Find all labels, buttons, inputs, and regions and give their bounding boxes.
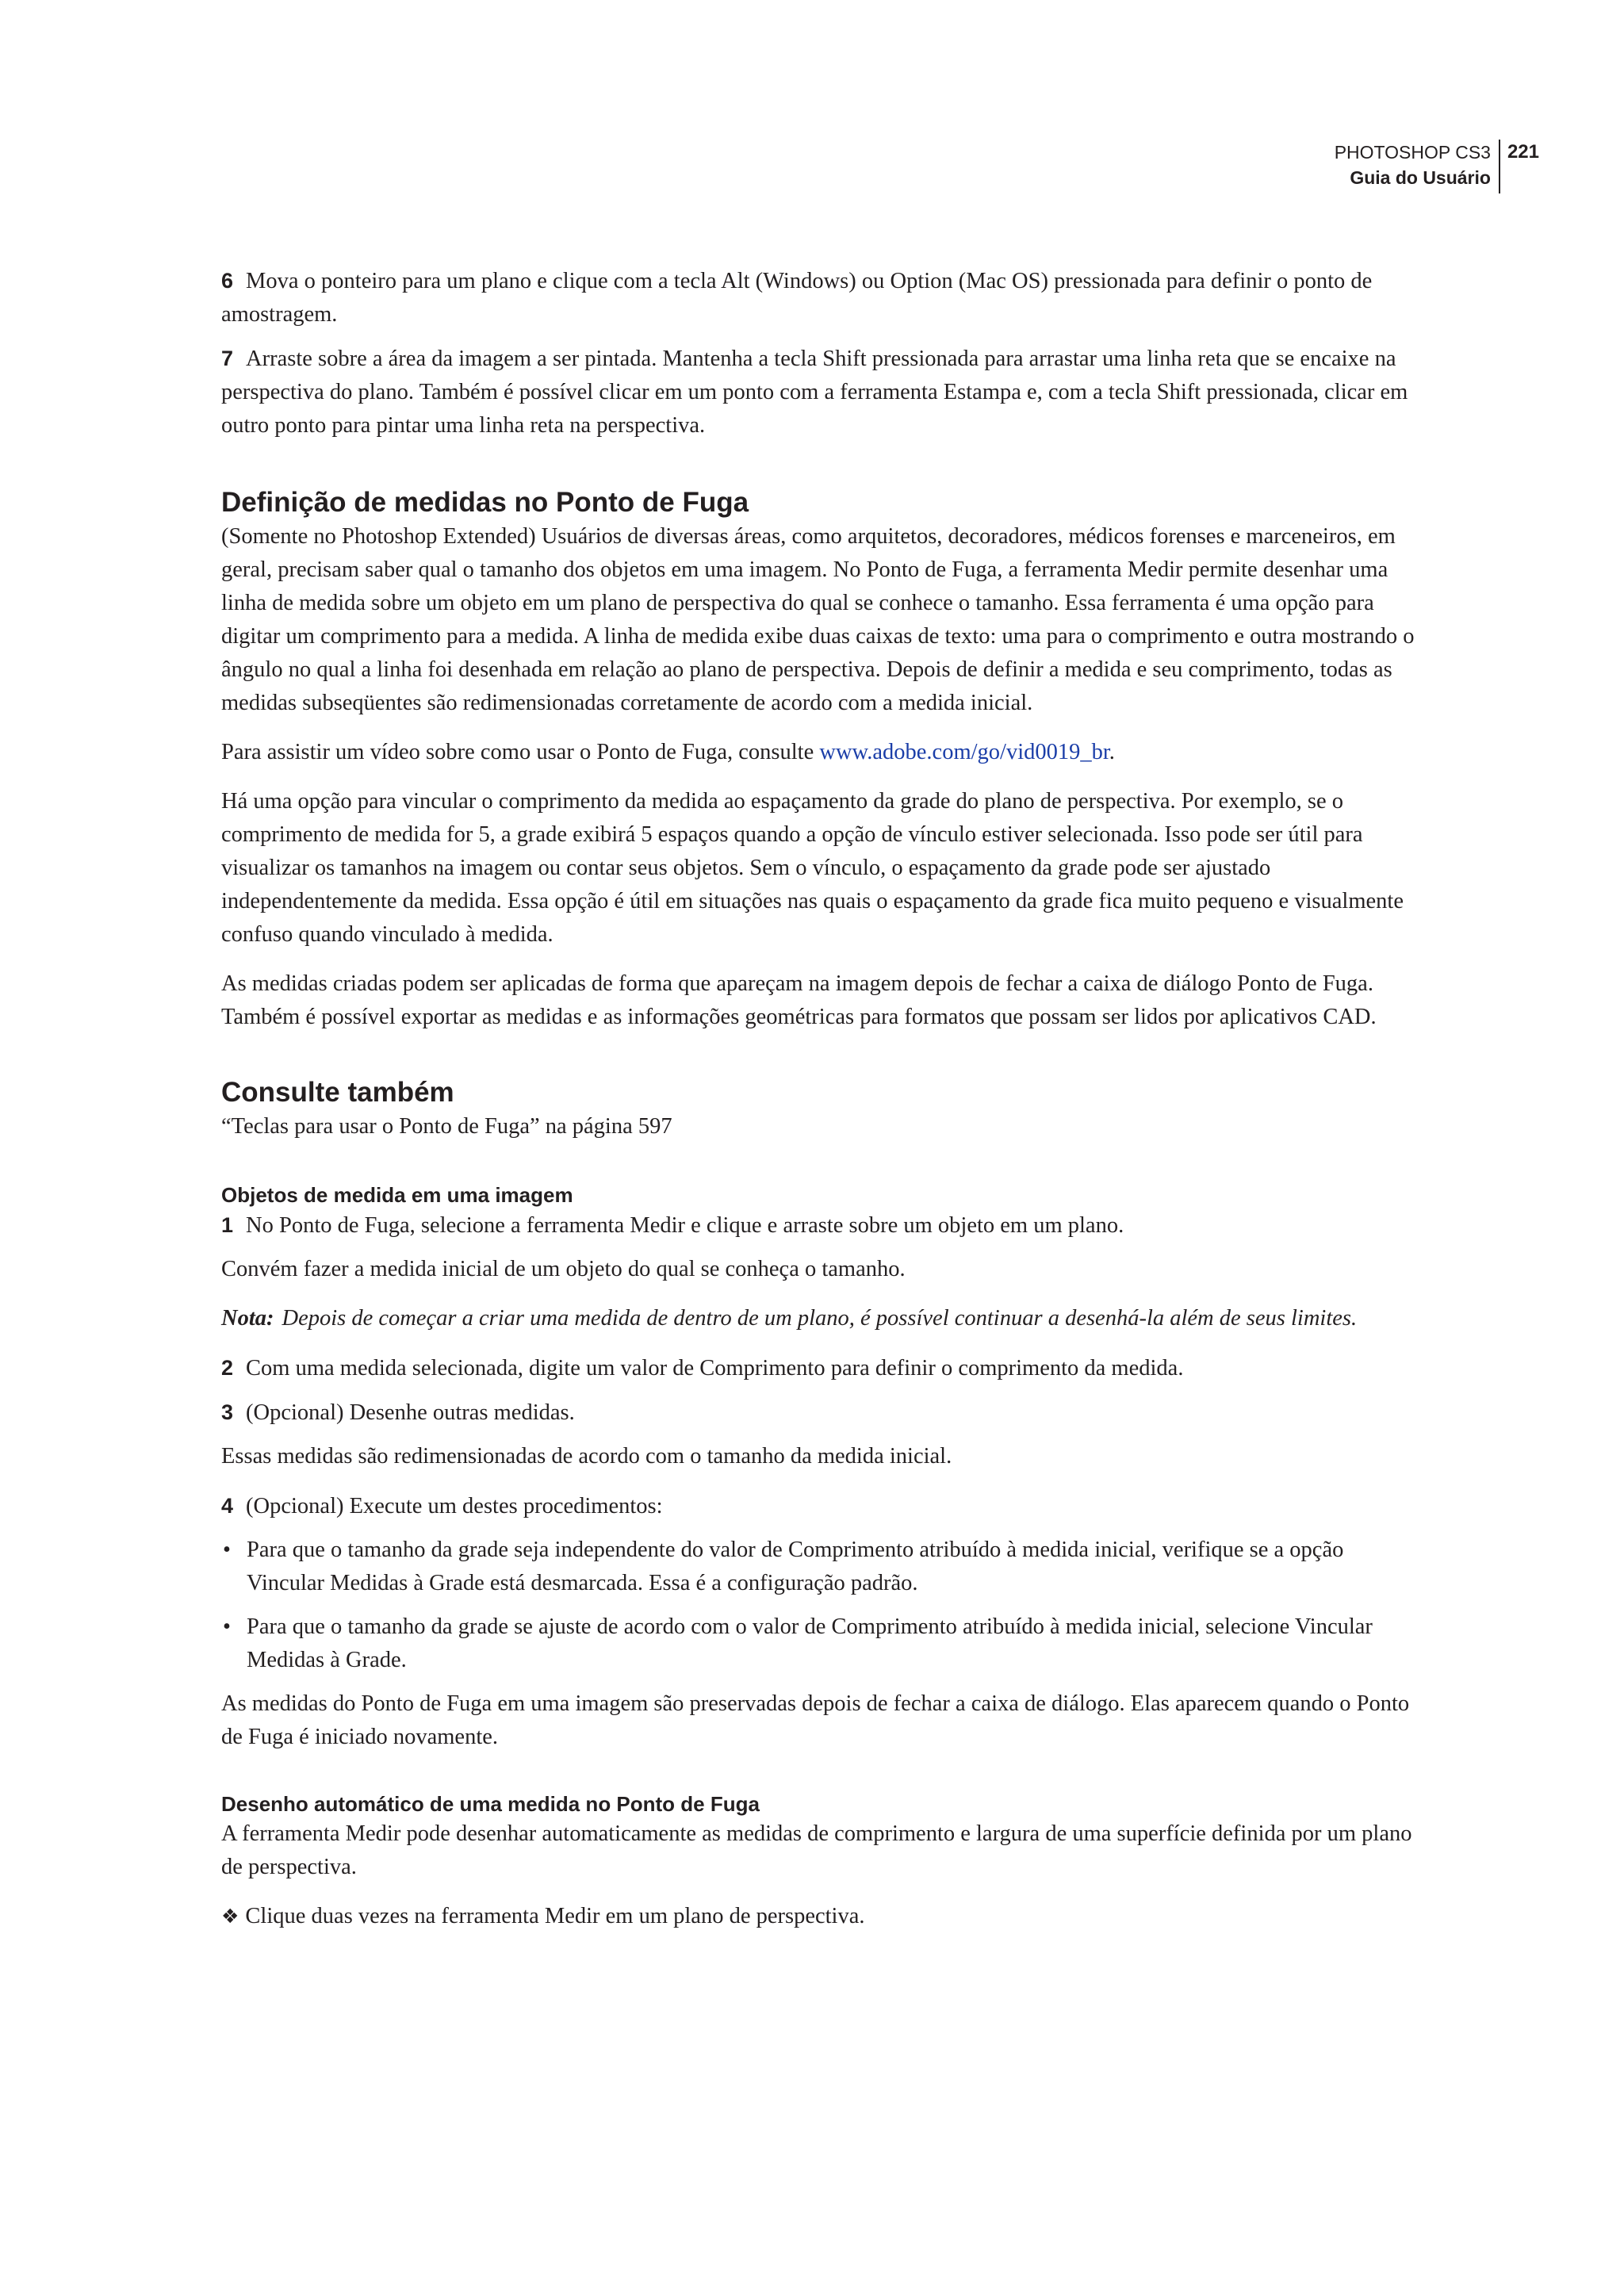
step-text: Com uma medida selecionada, digite um valor de Comprimento para definir o comprimento da medida. — [246, 1356, 1184, 1381]
step-6 — [221, 264, 1419, 331]
step-number: 3 — [221, 1400, 234, 1424]
subsection-title-auto-measure: Desenho automático de uma medida no Ponto de Fuga — [221, 1792, 760, 1816]
section-title-measurements: Definição de medidas no Ponto de Fuga — [221, 487, 749, 518]
export-paragraph: As medidas criadas podem ser aplicadas de forma que apareçam na imagem depois de fechar a caixa de diálogo Ponto de Fuga. Também é possível exportar as medidas e as informações geométricas para formatos que possam ser lidos por aplicativos CAD. — [221, 971, 1377, 1029]
step-number: 6 — [221, 269, 234, 293]
note-label: Nota: — [221, 1306, 274, 1331]
header-title-block — [1335, 140, 1500, 193]
step-number: 4 — [221, 1494, 234, 1518]
page-content — [221, 264, 1419, 1944]
header-product: PHOTOSHOP CS3 — [1334, 142, 1491, 163]
see-also-link[interactable]: “Teclas para usar o Ponto de Fuga” na página 597 — [221, 1114, 672, 1139]
auto-measure-paragraph: A ferramenta Medir pode desenhar automaticamente as medidas de comprimento e largura de uma superfície definida por um plano de perspectiva. — [221, 1821, 1412, 1879]
page-number: 221 — [1507, 141, 1539, 163]
preserved-paragraph: As medidas do Ponto de Fuga em uma imagem são preservadas depois de fechar a caixa de diálogo. Elas aparecem quando o Ponto de Fuga é iniciado novamente. — [221, 1691, 1410, 1749]
step-number: 2 — [221, 1356, 234, 1380]
bullet-item — [221, 1534, 1419, 1600]
resize-paragraph: Essas medidas são redimensionadas de acordo com o tamanho da medida inicial. — [221, 1444, 952, 1469]
note — [221, 1302, 1419, 1335]
bullet-icon: • — [223, 1538, 231, 1562]
step-3 — [221, 1396, 1419, 1430]
note-text: Depois de começar a criar uma medida de dentro de um plano, é possível continuar a desenhá-la além de seus limites. — [282, 1306, 1358, 1331]
step-7 — [221, 342, 1419, 442]
step-number: 7 — [221, 347, 234, 370]
step-number: 1 — [221, 1213, 234, 1237]
bullet-text: Para que o tamanho da grade se ajuste de acordo com o valor de Comprimento atribuído à medida inicial, selecione Vincular Medidas à Grade. — [247, 1614, 1373, 1672]
grid-link-paragraph: Há uma opção para vincular o comprimento da medida ao espaçamento da grade do plano de perspectiva. Por exemplo, se o comprimento de medida for 5, a grade exibirá 5 espaços quando a opção de vínculo estiver selecionada. Isso pode ser útil para visualizar os tamanhos na imagem ou contar seus objetos. Sem o vínculo, o espaçamento da grade pode ser ajustado independentemente da medida. Essa opção é útil em situações nas quais o espaçamento da grade fica muito pequeno e visualmente confuso quando vinculado à medida. — [221, 789, 1404, 947]
diamond-bullet-icon: ❖ — [221, 1905, 239, 1928]
video-paragraph — [221, 736, 1419, 769]
video-link[interactable]: www.adobe.com/go/vid0019_br — [819, 740, 1109, 764]
video-suffix: . — [1109, 740, 1115, 764]
step-text: No Ponto de Fuga, selecione a ferramenta Medir e clique e arraste sobre um objeto em um plano. — [246, 1213, 1124, 1238]
bullet-item — [221, 1610, 1419, 1677]
page-header — [1335, 140, 1539, 193]
step-2 — [221, 1351, 1419, 1385]
step-text: Mova o ponteiro para um plano e clique com a tecla Alt (Windows) ou Option (Mac OS) pressionada para definir o ponto de amostragem. — [221, 269, 1373, 327]
tip-paragraph: Convém fazer a medida inicial de um objeto do qual se conheça o tamanho. — [221, 1257, 906, 1281]
see-also-title: Consulte também — [221, 1077, 454, 1108]
step-text: Arraste sobre a área da imagem a ser pintada. Mantenha a tecla Shift pressionada para arrastar uma linha reta que se encaixe na perspectiva do plano. Também é possível clicar em um ponto com a ferramenta Estampa e, com a tecla Shift pressionada, clicar em outro ponto para pintar uma linha reta na perspectiva. — [221, 347, 1408, 438]
header-guide: Guia do Usuário — [1350, 167, 1491, 188]
bullet-text: Para que o tamanho da grade seja independente do valor de Comprimento atribuído à medida inicial, verifique se a opção Vincular Medidas à Grade está desmarcada. Essa é a configuração padrão. — [247, 1538, 1344, 1595]
section-intro: (Somente no Photoshop Extended) Usuários de diversas áreas, como arquitetos, decoradores, médicos forenses e marceneiros, em geral, precisam saber qual o tamanho dos objetos em uma imagem. No Ponto de Fuga, a ferramenta Medir permite desenhar uma linha de medida sobre um objeto em um plano de perspectiva do qual se conhece o tamanho. Essa ferramenta é uma opção para digitar um comprimento para a medida. A linha de medida exibe duas caixas de texto: uma para o comprimento e outra mostrando o ângulo no qual a linha foi desenhada em relação ao plano de perspectiva. Depois de definir a medida e seu comprimento, todas as medidas subseqüentes são redimensionadas corretamente de acordo com a medida inicial. — [221, 524, 1415, 715]
step-text: (Opcional) Execute um destes procedimentos: — [246, 1494, 663, 1518]
video-prefix: Para assistir um vídeo sobre como usar o Ponto de Fuga, consulte — [221, 740, 820, 764]
action-text: Clique duas vezes na ferramenta Medir em um plano de perspectiva. — [245, 1904, 865, 1928]
action-item — [221, 1900, 1419, 1933]
step-text: (Opcional) Desenhe outras medidas. — [246, 1400, 575, 1425]
bullet-icon: • — [223, 1614, 231, 1639]
step-1 — [221, 1208, 1419, 1243]
subsection-title-measure-objects: Objetos de medida em uma imagem — [221, 1183, 573, 1207]
step-4 — [221, 1489, 1419, 1523]
